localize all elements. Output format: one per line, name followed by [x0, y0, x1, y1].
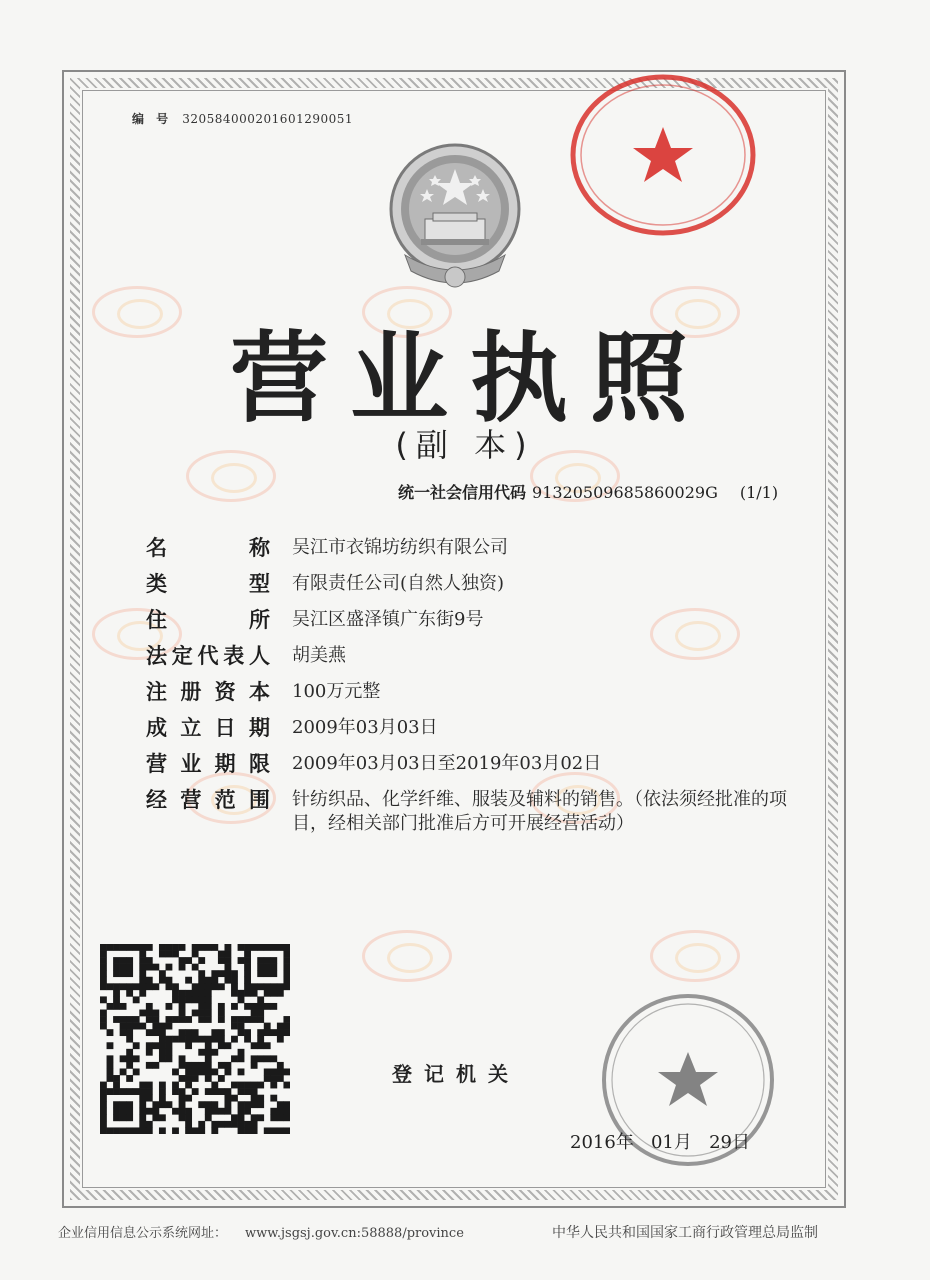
credit-code-label: 统一社会信用代码: [398, 483, 527, 502]
date-day-unit: 日: [731, 1132, 750, 1153]
registration-date: [570, 1128, 750, 1154]
document-title: 营业执照: [229, 322, 710, 436]
field-row-term: [146, 748, 826, 784]
field-label: 住 所: [146, 608, 270, 632]
field-value: 有限责任公司(自然人独资): [292, 573, 505, 594]
field-label: 经 营 范 围: [146, 788, 270, 812]
field-row-name: [146, 532, 826, 568]
document-subtitle: (副 本): [395, 426, 535, 464]
serial-number: 320584000201601290051: [182, 112, 354, 126]
date-year: 2016: [570, 1132, 616, 1153]
license-fields: [146, 532, 826, 834]
field-row-scope: [146, 784, 826, 834]
footer-website-label: 企业信用信息公示系统网址：: [58, 1226, 228, 1241]
page-indicator: (1/1): [739, 483, 779, 502]
date-month: 01: [650, 1132, 674, 1153]
field-value: 吴江市衣锦坊纺织有限公司: [292, 537, 508, 558]
field-label: 营 业 期 限: [146, 752, 270, 776]
field-value: 2009年03月03日至2019年03月02日: [292, 753, 602, 774]
date-year-unit: 年: [615, 1132, 651, 1153]
field-row-legal-rep: [146, 640, 826, 676]
watermark-logo-icon: [650, 930, 740, 982]
company-seal-icon: [568, 72, 758, 238]
date-month-unit: 月: [673, 1132, 710, 1153]
field-label: 类 型: [146, 572, 270, 596]
field-row-type: [146, 568, 826, 604]
field-value: 针纺织品、化学纤维、服装及辅料的销售。（依法须经批准的项目，经相关部门批准后方可开展经营活动）: [292, 789, 787, 834]
national-emblem-icon: [375, 135, 535, 295]
field-value: 胡美燕: [292, 645, 346, 666]
footer-website: [58, 1222, 464, 1241]
registration-authority-label: 登记机关: [392, 1062, 520, 1086]
date-day: 29: [709, 1132, 732, 1153]
serial-number-line: [132, 110, 353, 127]
footer-issuer: 中华人民共和国国家工商行政管理总局监制: [552, 1225, 818, 1241]
credit-code-value: 91320509685860029G: [532, 483, 718, 502]
field-value: 2009年03月03日: [292, 717, 438, 738]
footer-website-url[interactable]: www.jsgsj.gov.cn:58888/province: [245, 1226, 464, 1241]
field-label: 法 定 代 表 人: [146, 644, 270, 668]
field-row-established: [146, 712, 826, 748]
credit-code-line: [398, 480, 778, 503]
field-label: 名 称: [146, 536, 270, 560]
watermark-logo-icon: [362, 930, 452, 982]
field-row-capital: [146, 676, 826, 712]
field-label: 成 立 日 期: [146, 716, 270, 740]
field-row-address: [146, 604, 826, 640]
qr-code[interactable]: [100, 944, 290, 1134]
watermark-logo-icon: [186, 450, 276, 502]
field-label: 注 册 资 本: [146, 680, 270, 704]
field-value: 吴江区盛泽镇广东街9号: [292, 609, 484, 630]
field-value: 100万元整: [292, 681, 381, 702]
serial-label: 编 号: [132, 112, 173, 126]
